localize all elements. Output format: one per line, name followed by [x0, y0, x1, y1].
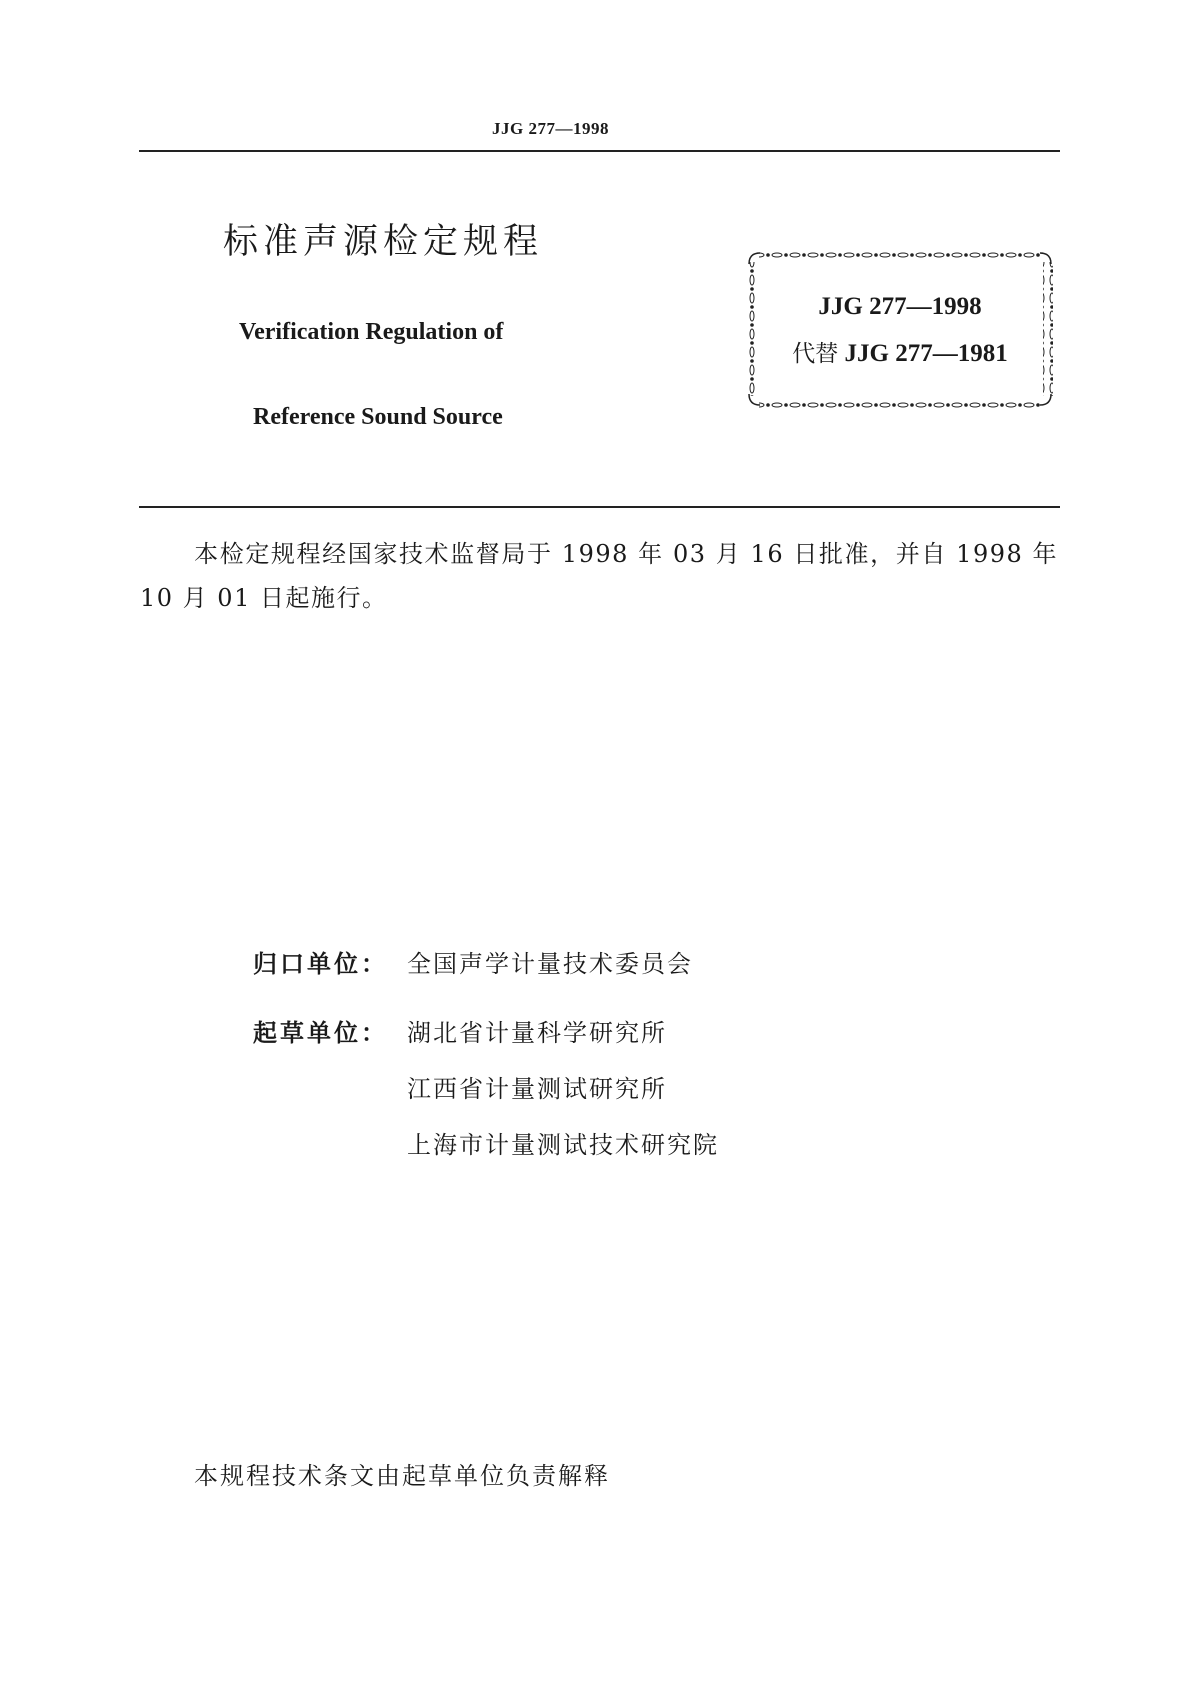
- drafting-unit-label: 起草单位：: [253, 1019, 388, 1047]
- approval-text: 本检定规程经国家技术监督局于 1998 年 03 月 16 日批准，并自 1998 年 10 月 01 日起施行。: [140, 540, 1058, 612]
- replaces-line: [747, 335, 1053, 368]
- title-english-line1: Verification Regulation of: [239, 319, 504, 345]
- drafting-unit-item: [407, 1069, 667, 1104]
- responsible-unit-row: [253, 944, 388, 979]
- running-header-code: JJG 277—1998: [492, 119, 609, 138]
- title-chinese: 标准声源检定规程: [223, 222, 544, 262]
- middle-rule: [139, 506, 1060, 508]
- drafting-unit-value: 江西省计量测试研究所: [407, 1075, 667, 1103]
- drafting-unit-label-row: [253, 1013, 388, 1048]
- responsible-unit-label: 归口单位：: [253, 950, 388, 978]
- responsible-unit-value-row: [407, 944, 693, 979]
- drafting-unit-value: 湖北省计量科学研究所: [407, 1019, 667, 1047]
- approval-paragraph: [140, 532, 1058, 620]
- drafting-unit-value: 上海市计量测试技术研究院: [407, 1131, 719, 1159]
- top-rule: [139, 150, 1060, 152]
- ornamental-border: [747, 250, 1053, 408]
- replaced-code: JJG 277—1981: [844, 340, 1008, 367]
- responsible-unit-value: 全国声学计量技术委员会: [407, 950, 693, 978]
- standard-code-box: [747, 250, 1053, 408]
- drafting-unit-item: [407, 1013, 667, 1048]
- footer-note: 本规程技术条文由起草单位负责解释: [194, 1462, 610, 1490]
- replaces-prefix: 代替: [792, 341, 839, 367]
- standard-code: JJG 277—1998: [818, 293, 982, 320]
- title-english-line2: Reference Sound Source: [253, 404, 503, 430]
- drafting-unit-item: [407, 1125, 719, 1160]
